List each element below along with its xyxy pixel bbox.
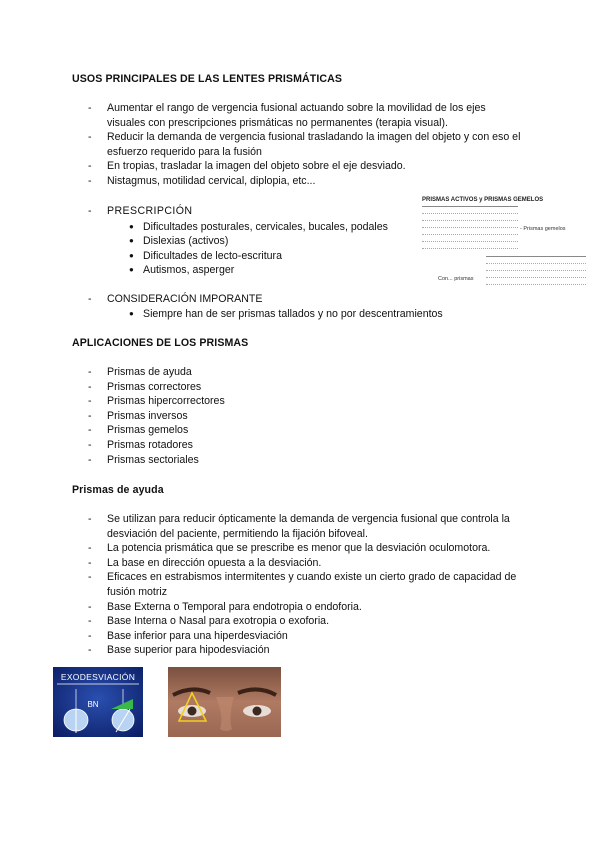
list-item: - Prismas correctores xyxy=(72,380,372,395)
list-item: - Base superior para hipodesviación xyxy=(72,643,522,658)
list-item: - Se utilizan para reducir ópticamente la demanda de vergencia fusional que controla la desviación del paciente, permitiendo la fijación bifoveal. xyxy=(72,512,522,541)
eye-photo-figure xyxy=(168,667,281,737)
consideration-label: CONSIDERACIÓN IMPORANTE xyxy=(107,293,263,305)
banner-text: EXODESVIACIÓN xyxy=(60,672,136,682)
list-item: - Nistagmus, motilidad cervical, diplopia, etc... xyxy=(72,174,522,189)
thumbnail-label-activos: Con... prismas xyxy=(438,276,474,282)
list-item: ● Dificultades posturales, cervicales, bucales, podales xyxy=(129,220,388,233)
list-item: - Reducir la demanda de vergencia fusional trasladando la imagen del objeto y con eso el esfuerzo requerido para la fusión xyxy=(72,130,522,159)
prescription-label: PRESCRIPCIÓN xyxy=(107,205,193,217)
bn-label: BN xyxy=(87,700,99,709)
list-item: ● Siempre han de ser prismas tallados y no por descentramientos xyxy=(129,307,443,320)
consideration-block xyxy=(72,292,542,321)
list-item: - Prismas hipercorrectores xyxy=(72,394,372,409)
section-title-prismas-ayuda: Prismas de ayuda xyxy=(72,484,164,496)
list-item: ● Dificultades de lecto-escritura xyxy=(129,249,282,262)
prism-table-thumbnail xyxy=(420,196,590,290)
thumbnail-label-gemelos: - Prismas gemelos xyxy=(520,226,566,232)
list-item: - Base Externa o Temporal para endotropia o endoforia. xyxy=(72,600,522,615)
list-item: ● Autismos, asperger xyxy=(129,264,235,277)
list-item: - En tropias, trasladar la imagen del objeto sobre el eje desviado. xyxy=(72,159,522,174)
section-title-aplicaciones: APLICACIONES DE LOS PRISMAS xyxy=(72,337,249,349)
list-item: - Eficaces en estrabismos intermitentes y cuando existe un cierto grado de capacidad de fusión motriz xyxy=(72,570,522,599)
list-item: - Prismas sectoriales xyxy=(72,453,372,468)
list-item: - Prismas inversos xyxy=(72,409,372,424)
prescription-block xyxy=(72,204,432,278)
prescription-bullets xyxy=(72,220,432,278)
list-item: - La base en dirección opuesta a la desviación. xyxy=(72,556,522,571)
list-item: - Base Interna o Nasal para exotropia o exoforia. xyxy=(72,614,522,629)
list-item: - Prismas de ayuda xyxy=(72,365,372,380)
list-item: - Aumentar el rango de vergencia fusional actuando sobre la movilidad de los ejes visuales con prescripciones prismáticas no permanentes (terapia visual). xyxy=(72,101,522,130)
exodesviacion-figure xyxy=(53,667,143,737)
list-item: - Prismas rotadores xyxy=(72,438,372,453)
prismas-ayuda-list xyxy=(72,512,522,658)
section-title-usos: USOS PRINCIPALES DE LAS LENTES PRISMÁTICAS xyxy=(72,73,343,85)
list-item: ● Dislexias (activos) xyxy=(129,235,229,248)
list-item: - La potencia prismática que se prescribe es menor que la desviación oculomotora. xyxy=(72,541,522,556)
aplicaciones-list xyxy=(72,365,372,467)
thumbnail-title: PRISMAS ACTIVOS y PRISMAS GEMELOS xyxy=(422,197,544,203)
list-item: - Base inferior para una hiperdesviación xyxy=(72,629,522,644)
usos-list xyxy=(72,101,522,189)
list-item: - Prismas gemelos xyxy=(72,423,372,438)
